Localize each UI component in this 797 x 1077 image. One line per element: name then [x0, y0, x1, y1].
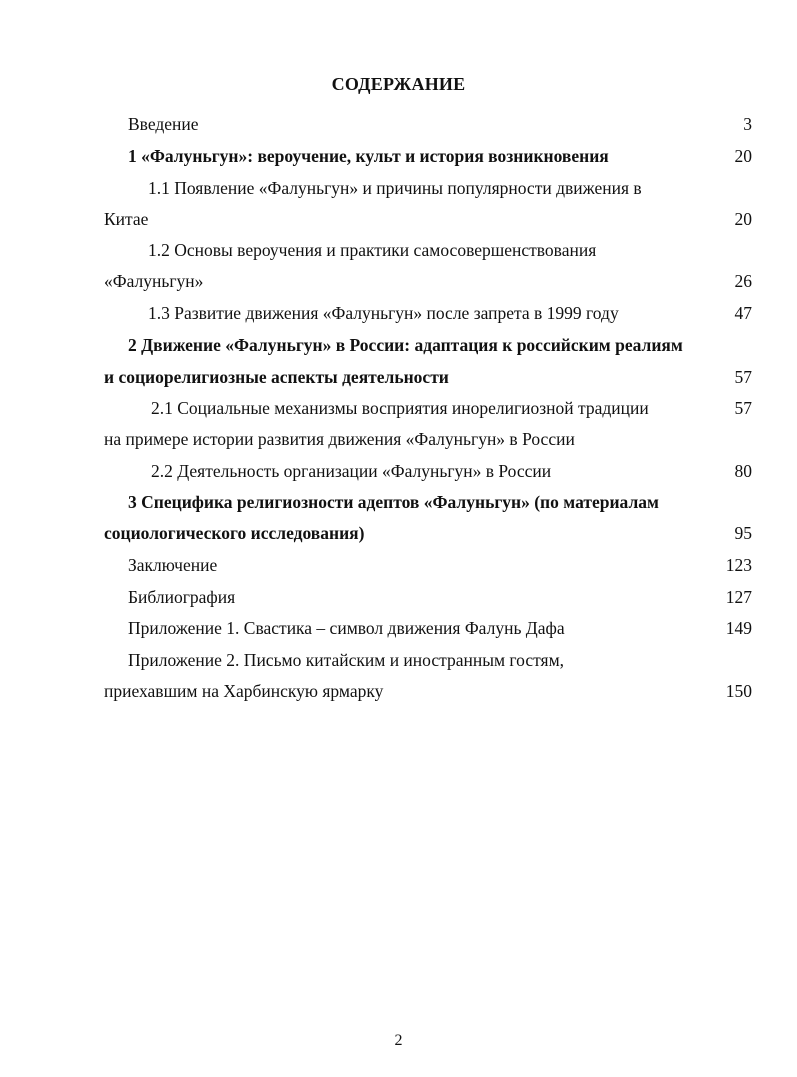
toc-page-intro: 3 [743, 114, 752, 134]
toc-page-chapter-1: 20 [734, 146, 752, 166]
toc-entry-section-1-2-cont: «Фалуньгун» [104, 271, 204, 291]
toc-page-section-1-2: 26 [734, 271, 752, 291]
toc-entry-section-2-1-cont: на примере истории развития движения «Фалуньгун» в России [104, 429, 575, 449]
toc-entry-chapter-1: 1 «Фалуньгун»: вероучение, культ и история возникновения [128, 146, 609, 166]
toc-entry-section-2-2: 2.2 Деятельность организации «Фалуньгун» в России [151, 461, 552, 481]
toc-page-chapter-3: 95 [734, 523, 752, 543]
toc-entry-section-1-1: 1.1 Появление «Фалуньгун» и причины популярности движения в [148, 178, 642, 198]
toc-entry-section-1-2: 1.2 Основы вероучения и практики самосовершенствования [148, 240, 597, 260]
toc-entry-appendix-2: Приложение 2. Письмо китайским и иностранным гостям, [128, 650, 565, 670]
toc-entry-intro: Введение [128, 114, 199, 134]
toc-entry-section-1-1-cont: Китае [104, 209, 149, 229]
toc-entry-conclusion: Заключение [128, 555, 218, 575]
toc-entry-chapter-2-cont: и социорелигиозные аспекты деятельности [104, 367, 449, 387]
toc-page-section-2-1: 57 [734, 398, 752, 418]
toc-entry-appendix-2-cont: приехавшим на Харбинскую ярмарку [104, 681, 384, 701]
toc-page-conclusion: 123 [725, 555, 752, 575]
page-number: 2 [394, 1032, 403, 1049]
toc-entry-section-2-1: 2.1 Социальные механизмы восприятия инорелигиозной традиции [151, 398, 649, 418]
toc-page-section-2-2: 80 [734, 461, 752, 481]
toc-entry-appendix-1: Приложение 1. Свастика – символ движения Фалунь Дафа [128, 618, 565, 638]
toc-page-chapter-2: 57 [734, 367, 752, 387]
toc-page-section-1-1: 20 [734, 209, 752, 229]
toc-entry-bibliography: Библиография [128, 587, 236, 607]
toc-entry-chapter-3-cont: социологического исследования) [104, 523, 365, 543]
toc-page-bibliography: 127 [725, 587, 752, 607]
toc-page-section-1-3: 47 [734, 303, 752, 323]
page-title: СОДЕРЖАНИЕ [331, 74, 466, 94]
toc-entry-section-1-3: 1.3 Развитие движения «Фалуньгун» после запрета в 1999 году [148, 303, 619, 323]
toc-entry-chapter-3: 3 Специфика религиозности адептов «Фалуньгун» (по материалам [128, 492, 659, 512]
toc-entry-chapter-2: 2 Движение «Фалуньгун» в России: адаптация к российским реалиям [128, 335, 683, 355]
toc-page-appendix-1: 149 [725, 618, 752, 638]
toc-page-appendix-2: 150 [725, 681, 752, 701]
